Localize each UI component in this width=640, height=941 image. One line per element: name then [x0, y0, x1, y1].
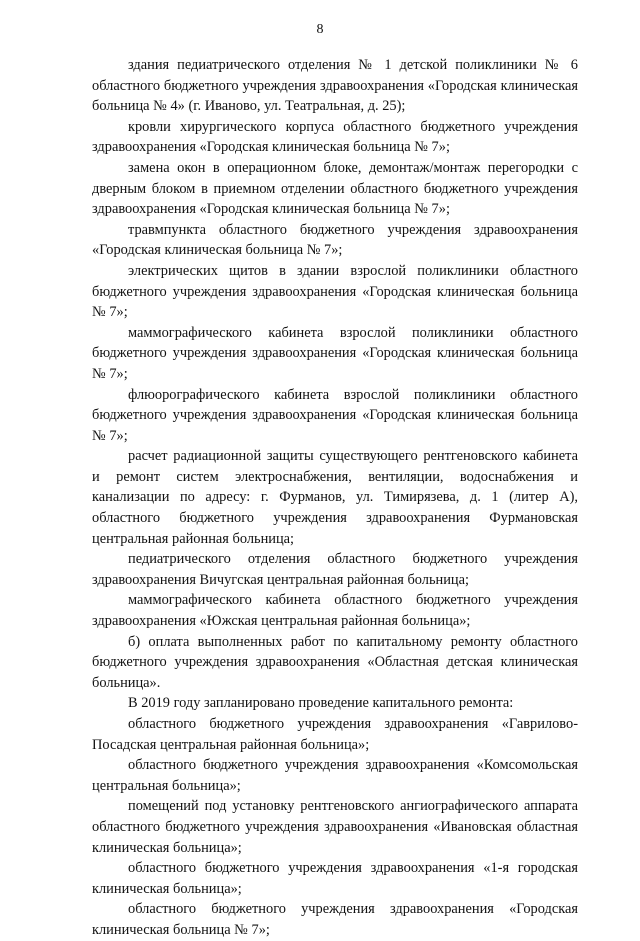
document-body — [92, 55, 578, 941]
paragraph: маммографического кабинета областного бюджетного учреждения здравоохранения «Южская центральная районная больница»; — [92, 592, 578, 630]
paragraph: кровли хирургического корпуса областного бюджетного учреждения здравоохранения «Городская клиническая больница № 7»; — [92, 118, 578, 156]
paragraph: расчет радиационной защиты существующего рентгеновского кабинета и ремонт систем электроснабжения, вентиляции, водоснабжения и канализации по адресу: г. Фурманов, ул. Тимирязева, д. 1 (литер А), областного бюджетного учреждения здравоохранения Фурмановская центральная районная больница; — [92, 448, 578, 547]
paragraph: электрических щитов в здании взрослой поликлиники областного бюджетного учреждения здравоохранения «Городская клиническая больница № 7»; — [92, 262, 578, 321]
paragraph: помещений под установку рентгеновского ангиографического аппарата областного бюджетного учреждения здравоохранения «Ивановская областная клиническая больница»; — [92, 798, 578, 856]
paragraph: маммографического кабинета взрослой поликлиники областного бюджетного учреждения здравоохранения «Городская клиническая больница № 7»; — [92, 324, 578, 382]
paragraph: замена окон в операционном блоке, демонтаж/монтаж перегородки с дверным блоком в приемном отделении областного бюджетного учреждения здравоохранения «Городская клиническая больница № 7»; — [92, 159, 578, 218]
paragraph: областного бюджетного учреждения здравоохранения «Гаврилово-Посадская центральная районная больница»; — [92, 716, 578, 753]
paragraph: флюорографического кабинета взрослой поликлиники областного бюджетного учреждения здравоохранения «Городская клиническая больница № 7»; — [92, 386, 578, 444]
paragraph: травмпункта областного бюджетного учреждения здравоохранения «Городская клиническая больница № 7»; — [92, 221, 578, 259]
page-number: 8 — [316, 22, 324, 37]
paragraph: В 2019 году запланировано проведение капитального ремонта: — [128, 695, 514, 712]
paragraph: здания педиатрического отделения № 1 детской поликлиники № 6 областного бюджетного учреждения здравоохранения «Городская клиническая больница № 4» (г. Иваново, ул. Театральная, д. 25); — [92, 57, 578, 115]
paragraph: педиатрического отделения областного бюджетного учреждения здравоохранения Вичугская центральная районная больница; — [92, 551, 578, 588]
paragraph: областного бюджетного учреждения здравоохранения «Комсомольская центральная больница»; — [92, 757, 578, 794]
paragraph: б) оплата выполненных работ по капитальному ремонту областного бюджетного учреждения здравоохранения «Областная детская клиническая больница». — [92, 633, 578, 691]
paragraph: областного бюджетного учреждения здравоохранения «Городская клиническая больница № 7»; — [92, 901, 578, 938]
paragraph: областного бюджетного учреждения здравоохранения «1-я городская клиническая больница»; — [92, 860, 578, 897]
